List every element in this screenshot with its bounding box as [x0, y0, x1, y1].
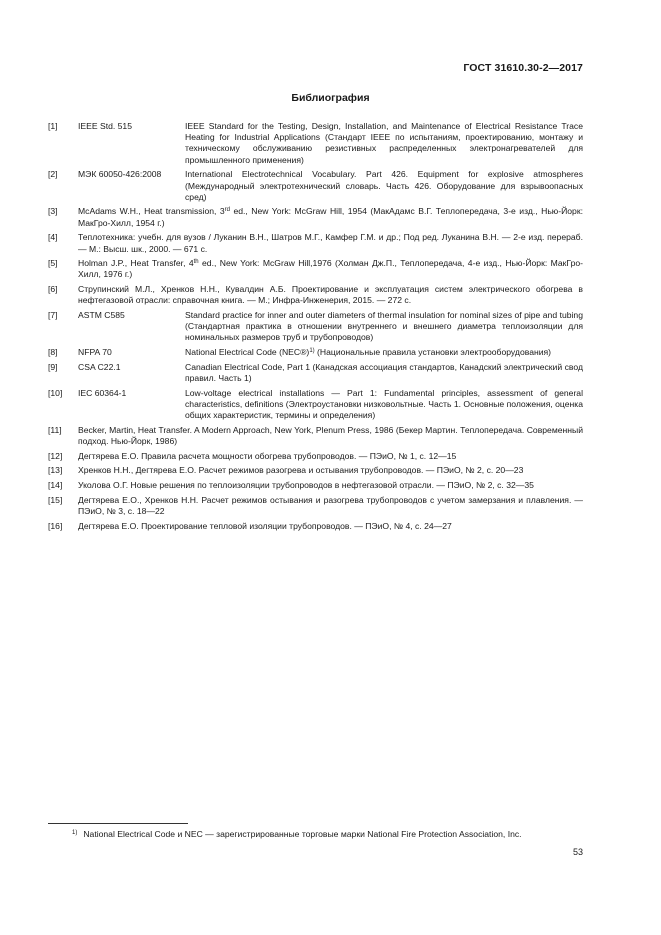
- entry-number: [11]: [48, 424, 62, 435]
- bibliography-entry: [48, 465, 583, 476]
- entry-text-main: Дегтярева Е.О. Проектирование тепловой изоляции трубопроводов. — ПЭиО, № 4, с. 24—27: [78, 520, 452, 531]
- entry-text-main: Уколова О.Г. Новые решения по теплоизоляции трубопроводов в нефтегазовой отрасли. — ПЭиО, № 2, с. 32—35: [78, 480, 534, 491]
- entry-number: [5]: [48, 258, 58, 269]
- footnote-divider: [48, 823, 188, 824]
- entry-text-main: Canadian Electrical Code, Part 1 (Канадская ассоциация стандартов, Канадский электрический свод правил. Часть 1): [185, 361, 583, 384]
- entry-text-main: Хренков Н.Н., Дегтярева Е.О. Расчет режимов разогрева и остывания трубопроводов. — ПЭиО, № 2, с. 20—23: [78, 465, 524, 476]
- entry-number: [8]: [48, 347, 58, 358]
- entry-text-main: Теплотехника: учебн. для вузов / Луканин В.Н., Шатров М.Г., Камфер Г.М. и др.; Под ред. Луканина В.Н. — 2-е изд. перераб. — М.: Высш. шк., 2000. — 671 с.: [78, 232, 583, 254]
- entry-text: [78, 258, 583, 280]
- page-title: Библиография: [291, 92, 370, 104]
- bibliography-list: [48, 121, 583, 536]
- entry-text-main: Дегтярева Е.О. Правила расчета мощности обогрева трубопроводов. — ПЭиО, № 1, с. 12—15: [78, 450, 457, 461]
- entry-text-main: Standard practice for inner and outer diameters of thermal insulation for nominal sizes of pipe and tubing (Стандартная практика в отношении внутреннего и внешнего диаметра теплоизоляции для номинальных размеров труб и трубопроводов): [185, 310, 583, 343]
- entry-text-main: International Electrotechnical Vocabulary. Part 426. Equipment for explosive atmospheres (Международный электротехнический словарь. Часть 426. Оборудование для взрывоопасных сред): [185, 169, 583, 202]
- entry-code: ASTM C585: [78, 310, 125, 321]
- bibliography-entry: [48, 425, 583, 447]
- bibliography-entry: [48, 451, 583, 462]
- entry-text: [78, 495, 583, 517]
- bibliography-entry: [48, 169, 583, 203]
- entry-text: [78, 451, 583, 462]
- bibliography-entry: [48, 388, 583, 422]
- footnote-text: National Electrical Code и NEC — зарегистрированные торговые марки National Fire Protection Association, Inc.: [83, 829, 522, 839]
- entry-text-main: Дегтярева Е.О., Хренков Н.Н. Расчет режимов остывания и разогрева трубопроводов с учетом замерзания и плавления. — ПЭиО, № 3, с. 18—22: [78, 494, 583, 517]
- entry-text-main: ed., New York: McGraw Hill,1976 (Холман Дж.П., Теплопередача, 4-е изд., Нью-Йорк: МакГро-Хилл, 1976 г.): [78, 258, 583, 280]
- entry-code: NFPA 70: [78, 347, 112, 358]
- entry-text-main: (Национальные правила установки электрооборудования): [314, 347, 552, 358]
- bibliography-entry: [48, 362, 583, 384]
- bibliography-entry: [48, 121, 583, 166]
- bibliography-entry: [48, 258, 583, 280]
- entry-text: [185, 310, 583, 344]
- entry-text-start: McAdams W.H., Heat transmission, 3: [78, 206, 225, 217]
- entry-text-main: Low-voltage electrical installations — Part 1: Fundamental principles, assessment of general characteristics, definitions (Электроустановки низковольтные. Часть 1. Основные положения, оценка общих характеристик, термины и определения): [185, 387, 583, 421]
- entry-number: [15]: [48, 494, 63, 505]
- entry-text: [185, 169, 583, 203]
- entry-number: [6]: [48, 284, 58, 295]
- entry-number: [14]: [48, 480, 63, 491]
- entry-number: [1]: [48, 121, 58, 131]
- entry-text: [185, 362, 583, 384]
- entry-text: [78, 465, 583, 476]
- footnote-mark: 1): [72, 830, 78, 836]
- entry-number: [13]: [48, 465, 63, 476]
- bibliography-entry: [48, 284, 583, 306]
- entry-text-start: National Electrical Code (NEC®): [185, 347, 310, 358]
- entry-number: [10]: [48, 387, 63, 398]
- entry-number: [12]: [48, 450, 63, 461]
- entry-text: [78, 284, 583, 306]
- entry-text-start: Holman J.P., Heat Transfer, 4: [78, 258, 194, 269]
- entry-text-main: Becker, Martin, Heat Transfer. A Modern Approach, New York, Plenum Press, 1986 (Бекер Мартин. Теплопередача. Современный подход. Нью-Йорк, 1986): [78, 424, 583, 447]
- entry-code: IEC 60364-1: [78, 387, 127, 398]
- document-code-header: ГОСТ 31610.30-2—2017: [463, 62, 583, 74]
- bibliography-entry: [48, 347, 583, 358]
- entry-number: [4]: [48, 232, 58, 243]
- superscript: rd: [224, 207, 230, 214]
- superscript: th: [193, 259, 199, 266]
- footnote: [72, 828, 584, 840]
- entry-code: IEEE Std. 515: [78, 121, 132, 131]
- entry-code: CSA C22.1: [78, 361, 121, 372]
- bibliography-entry: [48, 480, 583, 491]
- entry-text: [185, 347, 583, 358]
- entry-text-main: Струпинский М.Л., Хренков Н.Н., Кувалдин А.Б. Проектирование и эксплуатация систем электрического обогрева в нефтегазовой отрасли: справочная книга. — М.; Инфра-Инженерия, 2015. — 272 с.: [78, 284, 583, 306]
- superscript: 1): [309, 348, 315, 355]
- entry-text: [78, 206, 583, 228]
- bibliography-entry: [48, 521, 583, 532]
- bibliography-entry: [48, 310, 583, 344]
- entry-code: МЭК 60050-426:2008: [78, 169, 162, 180]
- entry-text: [78, 232, 583, 254]
- bibliography-entry: [48, 206, 583, 228]
- entry-text: [78, 425, 583, 447]
- entry-number: [16]: [48, 520, 63, 531]
- entry-number: [9]: [48, 361, 58, 372]
- entry-text: [78, 480, 583, 491]
- entry-number: [2]: [48, 169, 58, 180]
- entry-text-main: ed., New York: McGraw Hill, 1954 (МакАдамс В.Г. Теплопередача, 3-е изд., Нью-Йорк: МакГро-Хилл, 1954 г.): [78, 206, 583, 228]
- page-number: 53: [572, 847, 583, 857]
- entry-number: [3]: [48, 206, 58, 217]
- entry-text: [78, 521, 583, 532]
- entry-number: [7]: [48, 310, 58, 321]
- entry-text: [185, 388, 583, 422]
- entry-text: [185, 121, 583, 166]
- bibliography-entry: [48, 495, 583, 517]
- entry-text-main: IEEE Standard for the Testing, Design, Installation, and Maintenance of Electrical Resistance Trace Heating for Industrial Applications (Стандарт IEEE по испытаниям, проектированию, монтажу и техническому обслуживанию резистивных распределенных электронагревателей для промышленного применения): [185, 121, 583, 165]
- bibliography-entry: [48, 232, 583, 254]
